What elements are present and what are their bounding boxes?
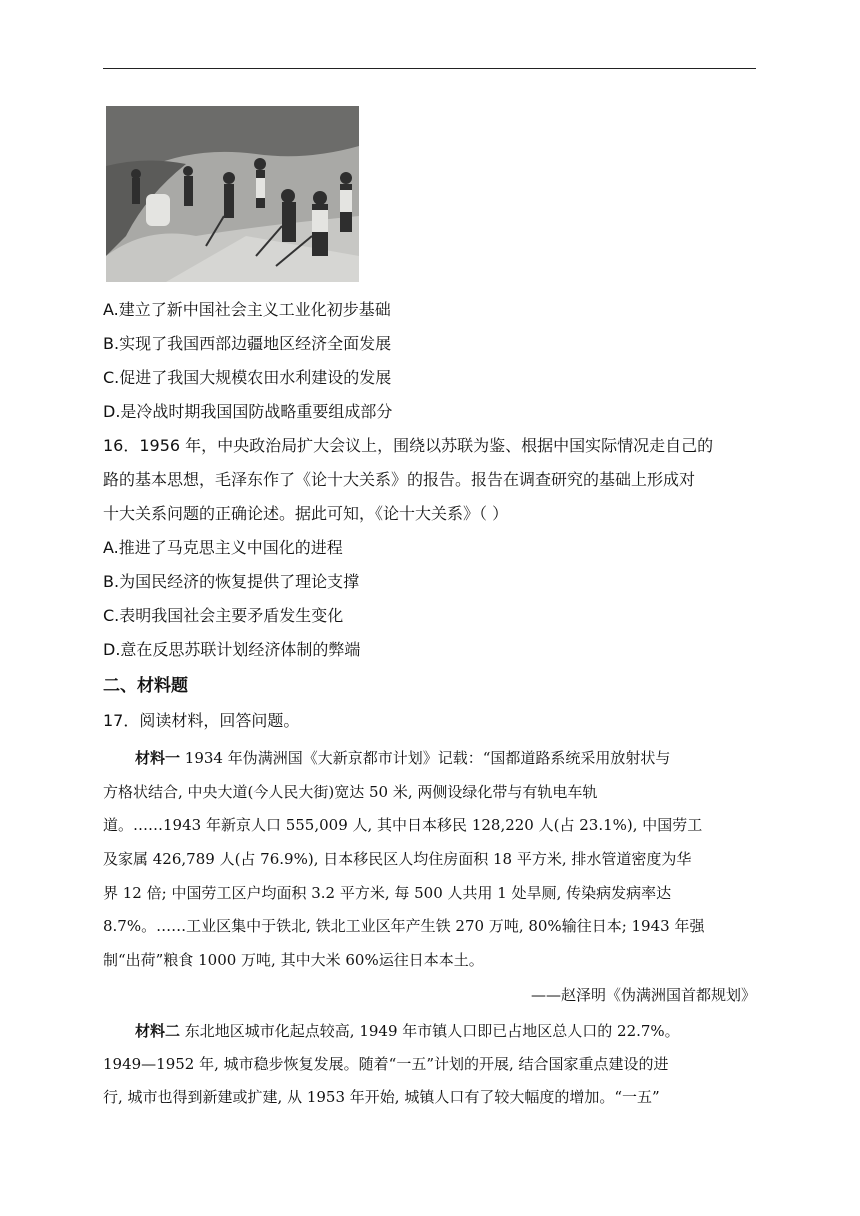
material1-line: 制“出荷”粮食 1000 万吨, 其中大米 60%运往日本本土。: [103, 951, 484, 969]
material2-first-line: [135, 1021, 680, 1041]
material1-line: 及家属 426,789 人(占 76.9%), 日本移民区人均住房面积 18 平方米, 排水管道密度为华: [103, 850, 692, 868]
q16-option-d: D.意在反思苏联计划经济体制的弊端: [103, 640, 361, 659]
material2-line: 1949—1952 年, 城市稳步恢复发展。随着“一五”计划的开展, 结合国家重点建设的进: [103, 1055, 669, 1073]
q15-option-a: A.建立了新中国社会主义工业化初步基础: [103, 300, 391, 319]
photo-illustration: [106, 106, 359, 282]
material2-line: 行, 城市也得到新建或扩建, 从 1953 年开始, 城镇人口有了较大幅度的增加。“一五”: [103, 1088, 660, 1106]
material1-line: 8.7%。……工业区集中于铁北, 铁北工业区年产生铁 270 万吨, 80%输往日本; 1943 年强: [103, 917, 705, 935]
material1-line: 道。……1943 年新京人口 555,009 人, 其中日本移民 128,220 人(占 23.1%), 中国劳工: [103, 816, 703, 834]
q15-option-c: C.促进了我国大规模农田水利建设的发展: [103, 368, 392, 387]
header-rule: [103, 68, 756, 69]
q16-option-a: A.推进了马克思主义中国化的进程: [103, 538, 343, 557]
q15-option-b: B.实现了我国西部边疆地区经济全面发展: [103, 334, 392, 353]
material1-first-text: 1934 年伪满洲国《大新京都市计划》记载：“国都道路系统采用放射状与: [180, 749, 671, 767]
q16-option-b: B.为国民经济的恢复提供了理论支撑: [103, 572, 360, 591]
q16-stem-line-3: 十大关系问题的正确论述。据此可知，《论十大关系》（ ）: [103, 504, 509, 523]
q16-stem-line-1: 16．1956 年，中央政治局扩大会议上，围绕以苏联为鉴、根据中国实际情况走自己的: [103, 436, 714, 455]
section-title: 二、材料题: [103, 676, 188, 696]
material1-line: 方格状结合, 中央大道(今人民大街)宽达 50 米, 两侧设绿化带与有轨电车轨: [103, 783, 598, 801]
material2-first-text: 东北地区城市化起点较高, 1949 年市镇人口即已占地区总人口的 22.7%。: [180, 1022, 680, 1040]
material1-line: 界 12 倍; 中国劳工区户均面积 3.2 平方米, 每 500 人共用 1 处旱厕, 传染病发病率达: [103, 884, 672, 902]
q16-stem-line-2: 路的基本思想，毛泽东作了《论十大关系》的报告。报告在调查研究的基础上形成对: [103, 470, 696, 489]
q15-option-d: D.是冷战时期我国国防战略重要组成部分: [103, 402, 393, 421]
material2-label: 材料二: [135, 1022, 181, 1040]
historical-photo: [106, 106, 359, 282]
material1-first-line: [135, 748, 670, 768]
q16-option-c: C.表明我国社会主要矛盾发生变化: [103, 606, 344, 625]
material1-label: 材料一: [135, 749, 181, 767]
material1-source: ——赵泽明《伪满洲国首都规划》: [530, 986, 756, 1004]
q17-stem: 17．阅读材料，回答问题。: [103, 711, 300, 730]
